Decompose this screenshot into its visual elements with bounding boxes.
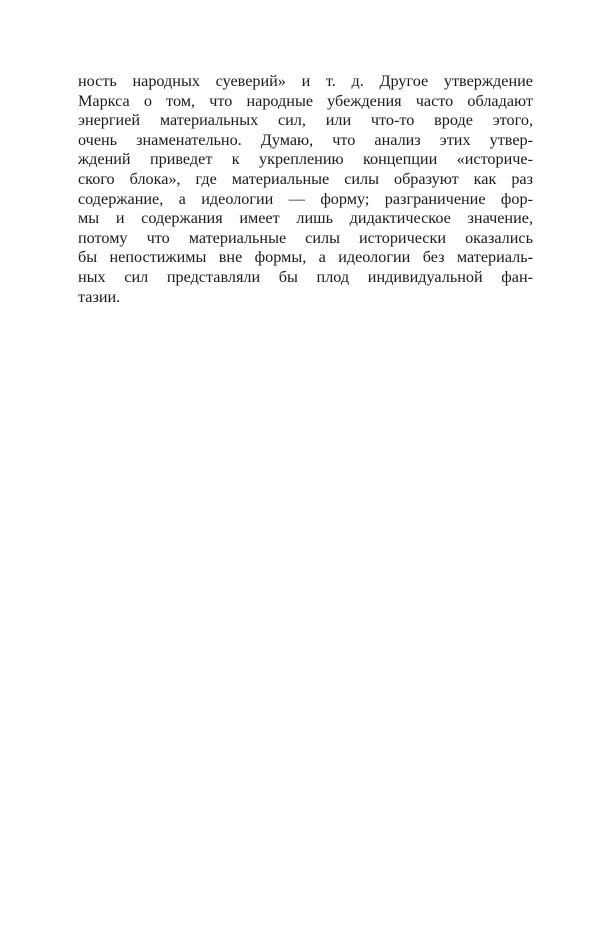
body-paragraph — [78, 72, 533, 307]
text-line: бы непостижимы вне формы, а идеологии без материаль- — [78, 248, 533, 267]
text-line: ского блока», где материальные силы образуют как раз — [78, 169, 533, 188]
text-line: ждений приведет к укреплению концепции «историче- — [78, 150, 533, 169]
text-line: мы и содержания имеет лишь дидактическое значение, — [78, 209, 533, 228]
text-line: ных сил представляли бы плод индивидуальной фан- — [78, 267, 533, 286]
text-line: содержание, а идеологии — форму; разграничение фор- — [78, 189, 533, 208]
text-line: ность народных суеверий» и т. д. Другое утверждение — [78, 72, 533, 90]
text-line: Маркса о том, что народные убеждения часто обладают — [78, 91, 533, 110]
text-line: энергией материальных сил, или что-то вроде этого, — [78, 111, 533, 130]
text-line: очень знаменательно. Думаю, что анализ этих утвер- — [78, 130, 533, 149]
text-line: потому что материальные силы исторически оказались — [78, 228, 533, 247]
text-line: тазии. — [78, 287, 121, 306]
